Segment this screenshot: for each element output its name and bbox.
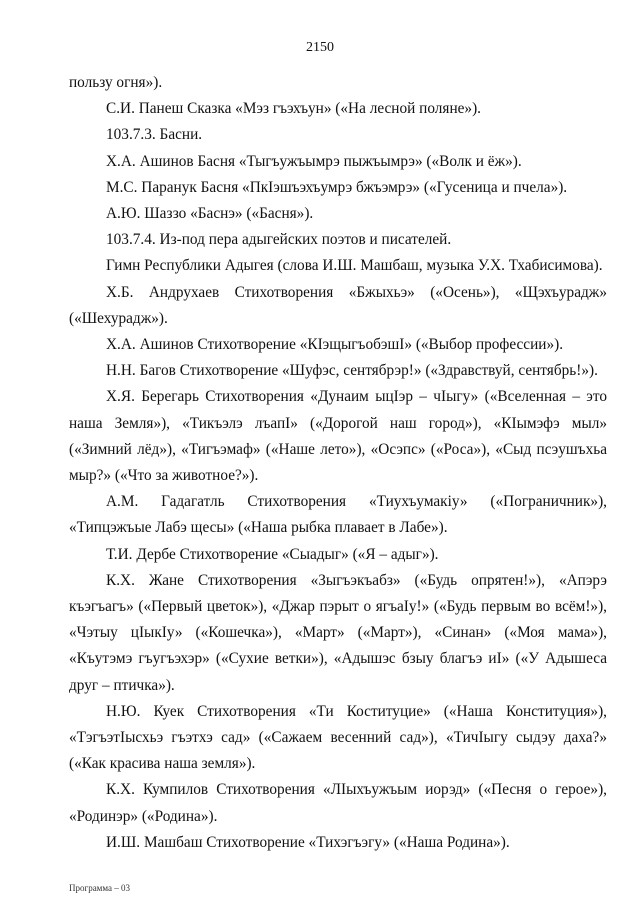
section-heading: 103.7.3. Басни. <box>106 126 203 144</box>
paragraph: А.Ю. Шаззо «Баснэ» («Басня»). <box>106 205 314 223</box>
paragraph: М.С. Паранук Басня «ПкIэшъэхъумрэ бжъэмрэ» («Гусеница и пчела»). <box>106 178 568 196</box>
paragraph: Х.Б. Андрухаев Стихотворения «Бжыхьэ» («Осень»), «Щэхъурадж» («Шехурадж»). <box>69 283 607 327</box>
paragraph: пользу огня»). <box>69 74 163 91</box>
paragraph: И.Ш. Машбаш Стихотворение «Тихэгъэгу» («Наша Родина»). <box>106 833 510 851</box>
paragraph: Т.И. Дербе Стихотворение «Сыадыг» («Я – адыг»). <box>106 545 439 563</box>
paragraph: К.Х. Кумпилов Стихотворения «ЛIыхъужъым иорэд» («Песня о герое»), «Родинэр» («Родина»). <box>69 781 607 825</box>
paragraph: Н.Ю. Куек Стихотворения «Ти Коституцие» («Наша Конституция»), «ТэгъэтIысхьэ гъэтхэ сад» («Сажаем весенний сад»), «ТичIыгу сыдэу даха?» («Как красива наша земля»). <box>69 702 607 773</box>
paragraph: С.И. Панеш Сказка «Мэз гъэхъун» («На лесной поляне»). <box>106 100 481 118</box>
section-heading: 103.7.4. Из-под пера адыгейских поэтов и писателей. <box>106 231 452 249</box>
paragraph: К.Х. Жане Стихотворения «Зыгъэкъабз» («Будь опрятен!»), «Апэрэ къэгъагъ» («Первый цветок»), «Джар пэрыт о ягъаIу!» («Будь первым во всём!»), «Чэтыу цIыкIу» («Кошечка»), «Март» («Март»), «Синан» («Моя мама»), «Къутэмэ гъугъэхэр» («Сухие ветки»), «Адышэс бзыу благъэ иI» («У Адышеса друг – птичка»). <box>69 571 607 694</box>
paragraph: Х.А. Ашинов Басня «Тыгъужъымрэ пыжъымрэ» («Волк и ёж»). <box>106 152 522 170</box>
paragraph: Гимн Республики Адыгея (слова И.Ш. Машбаш, музыка У.Х. Тхабисимова). <box>106 257 603 275</box>
document-body <box>69 70 607 856</box>
footer-program-label: Программа – 03 <box>69 883 131 893</box>
paragraph: Х.Я. Берегарь Стихотворения «Дунаим ыцIэр – чIыгу» («Вселенная – это наша Земля»), «Тикъэлэ лъапI» («Дорогой наш город»), «КIымэфэ мыл» («Зимний лёд»), «Тигъэмаф» («Наше лето»), «Осэпс» («Роса»), «Сыд псэушъхьа мыр?» («Что за животное?»). <box>69 388 607 485</box>
paragraph: Х.А. Ашинов Стихотворение «КIэщыгъобэшI» («Выбор профессии»). <box>106 336 564 354</box>
paragraph: Н.Н. Багов Стихотворение «Шуфэс, сентябрэр!» («Здравствуй, сентябрь!»). <box>106 362 598 380</box>
paragraph: А.М. Гадагатль Стихотворения «Тиухъумакiу» («Пограничник»), «Типцэжъые Лабэ щесы» («Наша рыбка плавает в Лабе»). <box>69 493 607 537</box>
page-number: 2150 <box>306 40 334 55</box>
